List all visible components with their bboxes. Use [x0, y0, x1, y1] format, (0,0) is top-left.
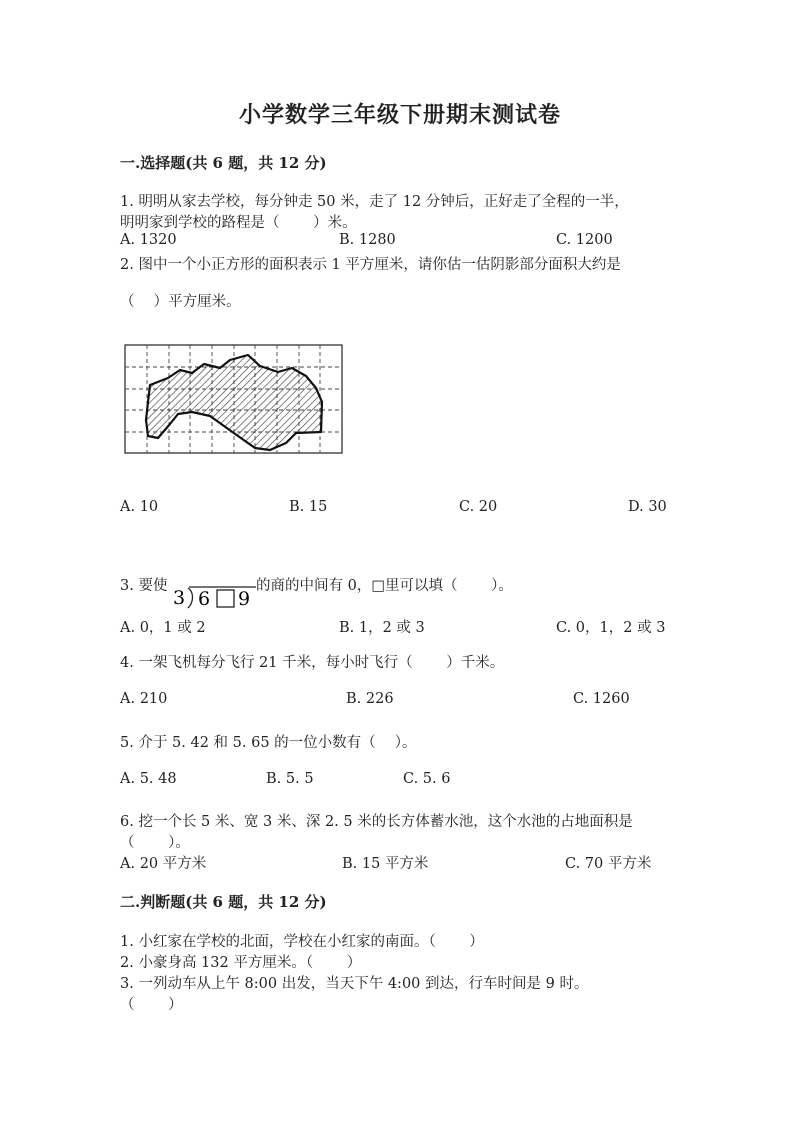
q6-option-b[interactable]: B. 15 平方米 [342, 856, 429, 872]
divisor-digit: 3 [173, 587, 186, 609]
judgment-question-1: 1. 小红家在学校的北面，学校在小红家的南面。（ ） [120, 934, 484, 950]
section-heading-judgment: 二.判断题(共 6 题，共 12 分) [120, 893, 327, 911]
q2-option-c[interactable]: C. 20 [459, 499, 498, 515]
question-1-line2: 明明家到学校的路程是（ ）米。 [120, 215, 357, 231]
grid-shaded-figure [120, 340, 350, 460]
question-6-line1: 6. 挖一个长 5 米、宽 3 米、深 2. 5 米的长方体蓄水池，这个水池的占地面积是 [120, 814, 633, 830]
q2-option-d[interactable]: D. 30 [628, 499, 667, 515]
question-2-line1: 2. 图中一个小正方形的面积表示 1 平方厘米，请你估一估阴影部分面积大约是 [120, 257, 621, 273]
q3-option-a[interactable]: A. 0，1 或 2 [120, 620, 206, 636]
q4-option-c[interactable]: C. 1260 [573, 691, 630, 707]
dividend-digit-b: 9 [238, 588, 251, 610]
question-3-suffix: 的商的中间有 0，□里可以填（ ）。 [256, 578, 513, 594]
division-bracket [188, 588, 193, 608]
q1-option-b[interactable]: B. 1280 [339, 232, 396, 248]
q4-option-a[interactable]: A. 210 [120, 691, 168, 707]
blank-box [217, 590, 234, 607]
question-6-line2: （ ）。 [120, 835, 190, 851]
long-division-figure [170, 580, 258, 610]
judgment-question-2: 2. 小豪身高 132 平方厘米。（ ） [120, 955, 362, 971]
section-heading-choice: 一.选择题(共 6 题，共 12 分) [120, 154, 327, 172]
q5-option-b[interactable]: B. 5. 5 [266, 771, 314, 787]
q4-option-b[interactable]: B. 226 [346, 691, 394, 707]
question-1-line1: 1. 明明从家去学校，每分钟走 50 米，走了 12 分钟后，正好走了全程的一半， [120, 194, 629, 210]
q1-option-a[interactable]: A. 1320 [120, 232, 177, 248]
question-3-prefix: 3. 要使 [120, 578, 168, 594]
q5-option-c[interactable]: C. 5. 6 [403, 771, 451, 787]
question-4: 4. 一架飞机每分飞行 21 千米，每小时飞行（ ）千米。 [120, 655, 505, 671]
q6-option-a[interactable]: A. 20 平方米 [120, 856, 207, 872]
judgment-question-3-line1: 3. 一列动车从上午 8:00 出发，当天下午 4:00 到达，行车时间是 9 时。 [120, 976, 589, 992]
q2-option-b[interactable]: B. 15 [289, 499, 328, 515]
q2-option-a[interactable]: A. 10 [120, 499, 159, 515]
q5-option-a[interactable]: A. 5. 48 [120, 771, 177, 787]
question-2-line2: （ ）平方厘米。 [120, 294, 241, 310]
page-title: 小学数学三年级下册期末测试卷 [238, 102, 561, 128]
question-5: 5. 介于 5. 42 和 5. 65 的一位小数有（ ）。 [120, 735, 417, 751]
judgment-question-3-line2: （ ） [120, 997, 183, 1013]
q3-option-c[interactable]: C. 0，1，2 或 3 [556, 620, 666, 636]
q1-option-c[interactable]: C. 1200 [556, 232, 613, 248]
q3-option-b[interactable]: B. 1，2 或 3 [339, 620, 425, 636]
q6-option-c[interactable]: C. 70 平方米 [565, 856, 652, 872]
dividend-digit-a: 6 [198, 588, 211, 610]
